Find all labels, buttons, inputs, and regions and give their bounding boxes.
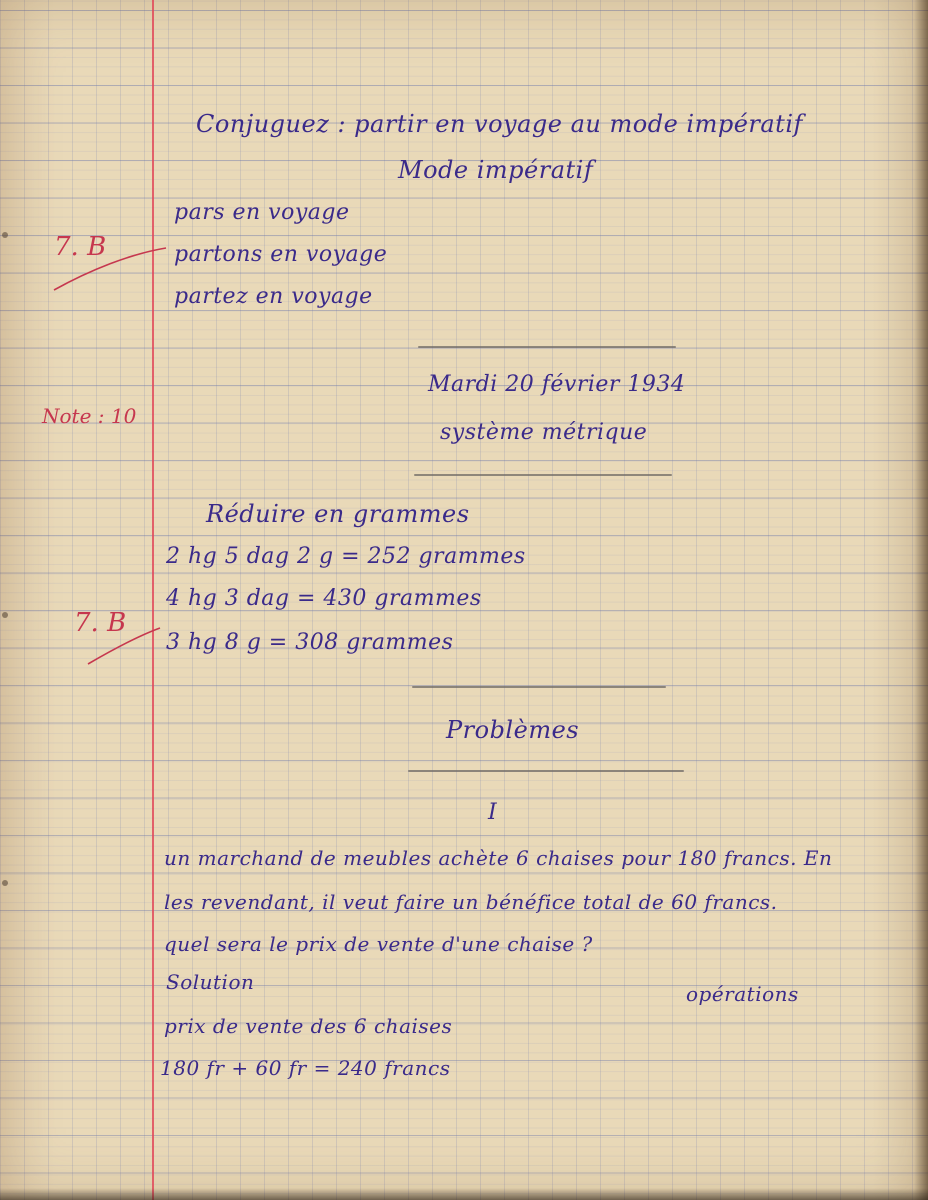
teacher-note: Note : 10 — [42, 404, 137, 428]
lesson-subject: système métrique — [440, 420, 648, 445]
divider-3 — [412, 686, 666, 688]
conjugation-line-3: partez en voyage — [174, 284, 373, 309]
divider-1 — [418, 346, 676, 348]
conjugation-instruction: Conjuguez : partir en voyage au mode impératif — [196, 110, 803, 138]
problems-title: Problèmes — [446, 716, 580, 744]
divider-4 — [408, 770, 684, 772]
teacher-mark-1: 7. B — [54, 232, 107, 262]
mode-title: Mode impératif — [398, 156, 594, 184]
page-bottom-shadow — [0, 1188, 928, 1200]
exercise-line-3: 3 hg 8 g = 308 grammes — [166, 630, 454, 655]
divider-2 — [414, 474, 672, 476]
margin-line — [152, 0, 154, 1200]
problem-number: I — [488, 800, 498, 825]
solution-line-1: prix de vente des 6 chaises — [164, 1014, 453, 1038]
exercise-line-1: 2 hg 5 dag 2 g = 252 grammes — [166, 544, 526, 569]
problem-text-line-2: les revendant, il veut faire un bénéfice total de 60 francs. — [164, 890, 778, 914]
lesson-date: Mardi 20 février 1934 — [428, 372, 686, 397]
mark-2-stroke — [84, 620, 164, 670]
operations-label: opérations — [686, 982, 799, 1006]
exercise-line-2: 4 hg 3 dag = 430 grammes — [166, 586, 482, 611]
teacher-mark-2: 7. B — [74, 608, 127, 638]
problem-text-line-1: un marchand de meubles achète 6 chaises pour 180 francs. En — [164, 846, 833, 870]
problem-text-line-3: quel sera le prix de vente d'une chaise ? — [164, 932, 593, 956]
conjugation-line-1: pars en voyage — [174, 200, 350, 225]
solution-label: Solution — [166, 970, 255, 994]
exercise-title: Réduire en grammes — [206, 500, 470, 528]
solution-line-2: 180 fr + 60 fr = 240 francs — [160, 1056, 451, 1080]
page-edge-shadow — [914, 0, 928, 1200]
conjugation-line-2: partons en voyage — [174, 242, 388, 267]
mark-1-stroke — [50, 240, 170, 296]
